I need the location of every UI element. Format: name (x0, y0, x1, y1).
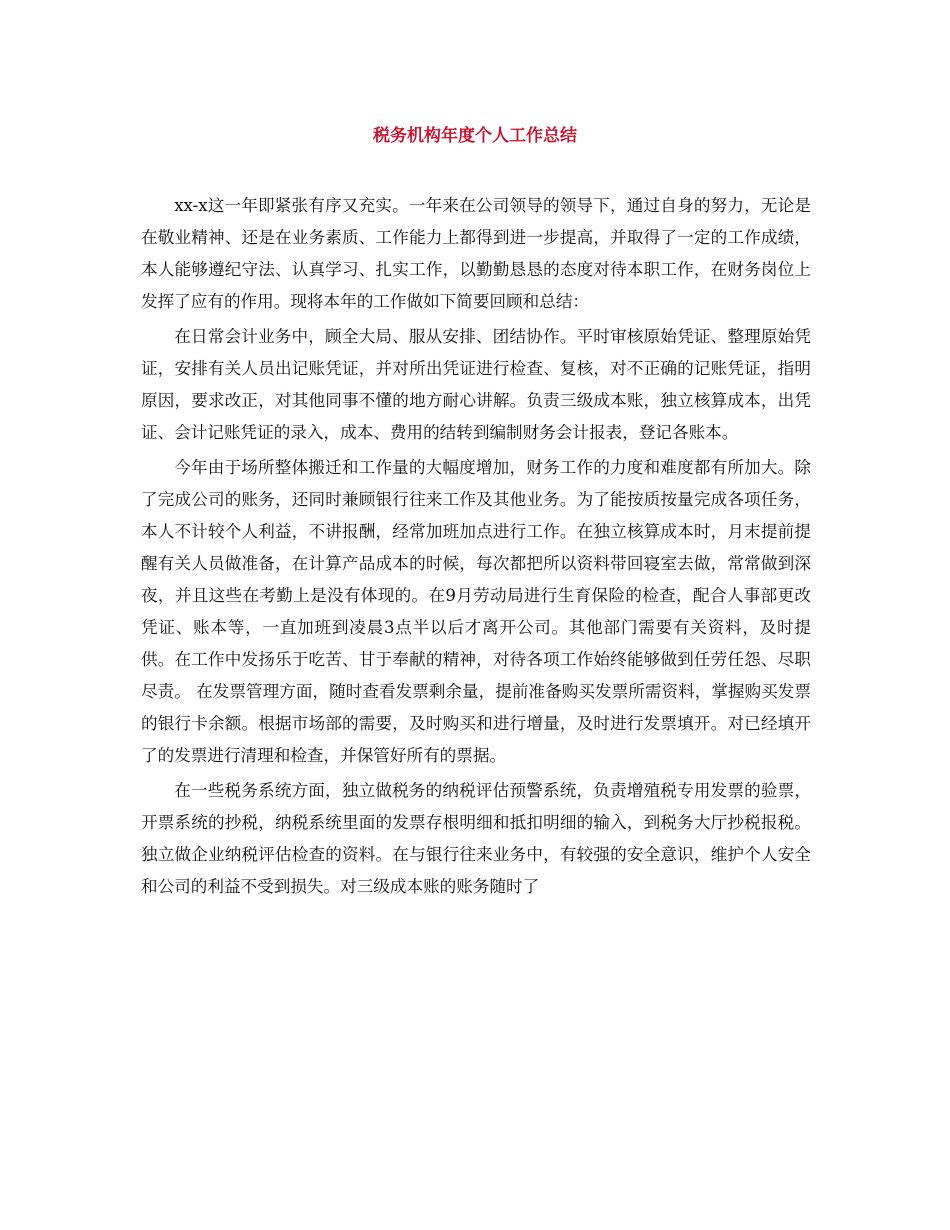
body-paragraph-3: 今年由于场所整体搬迁和工作量的大幅度增加，财务工作的力度和难度都有所加大。除了完成公司的账务，还同时兼顾银行往来工作及其他业务。为了能按质按量完成各项任务，本人不计较个人利益，不讲报酬，经常加班加点进行工作。在独立核算成本时，月末提前提醒有关人员做准备，在计算产品成本的时候，每次都把所以资料带回寝室去做，常常做到深夜，并且这些在考勤上是没有体现的。在9月劳动局进行生育保险的检查，配合人事部更改凭证、账本等，一直加班到凌晨3点半以后才离开公司。其他部门需要有关资料，及时提供。在工作中发扬乐于吃苦、甘于奉献的精神，对待各项工作始终能够做到任劳任怨、尽职尽责。 在发票管理方面，随时查看发票剩余量，提前准备购买发票所需资料，掌握购买发票的银行卡余额。根据市场部的需要，及时购买和进行增量，及时进行发票填开。对已经填开了的发票进行清理和检查，并保管好所有的票据。 (141, 458, 811, 765)
body-paragraph-1: xx-x这一年即紧张有序又充实。一年来在公司领导的领导下，通过自身的努力，无论是在敬业精神、还是在业务素质、工作能力上都得到进一步提高，并取得了一定的工作成绩，本人能够遵纪守法、认真学习、扎实工作，以勤勤恳恳的态度对待本职工作，在财务岗位上发挥了应有的作用。现将本年的工作做如下简要回顾和总结： (141, 196, 811, 311)
body-paragraph-4: 在一些税务系统方面，独立做税务的纳税评估预警系统，负责增殖税专用发票的验票，开票系统的抄税，纳税系统里面的发票存根明细和抵扣明细的输入，到税务大厅抄税报税。独立做企业纳税评估检查的资料。在与银行往来业务中，有较强的安全意识，维护个人安全和公司的利益不受到损失。对三级成本账的账务随时了 (141, 781, 811, 896)
document-title: 税务机构年度个人工作总结 (373, 126, 577, 146)
body-paragraph-2: 在日常会计业务中，顾全大局、服从安排、团结协作。平时审核原始凭证、整理原始凭证，安排有关人员出记账凭证，并对所出凭证进行检查、复核，对不正确的记账凭证，指明原因，要求改正，对其他同事不懂的地方耐心讲解。负责三级成本账，独立核算成本，出凭证、会计记账凭证的录入，成本、费用的结转到编制财务会计报表，登记各账本。 (141, 327, 811, 442)
document-body (141, 190, 811, 906)
